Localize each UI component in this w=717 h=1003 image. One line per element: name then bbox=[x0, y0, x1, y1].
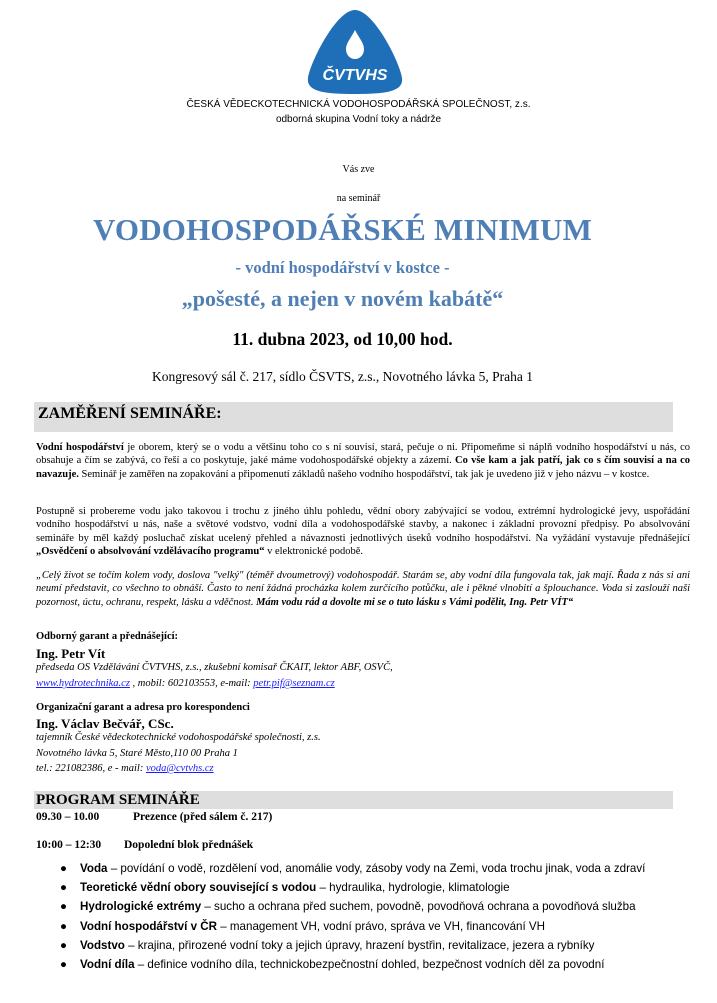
to-seminar-text: na seminář bbox=[336, 193, 381, 204]
topic-title: Vodní hospodářství v ČR bbox=[80, 919, 217, 933]
topic-title: Vodstvo bbox=[80, 938, 125, 952]
seminar-title: VODOHOSPODÁŘSKÉ MINIMUM bbox=[92, 212, 593, 247]
topic-text: – povídání o vodě, rozdělení vod, anomálie vody, zásoby vody na Zemi, voda trochu jinak, voda a zdraví bbox=[107, 862, 646, 875]
topic-text: – sucho a ochrana před suchem, povodně, povodňová ochrana a povodňová služba bbox=[201, 900, 636, 914]
focus-paragraph-1 bbox=[36, 441, 690, 481]
p1-bold-1: Vodní hospodářství bbox=[36, 442, 124, 453]
program-heading: PROGRAM SEMINÁŘE bbox=[36, 792, 200, 808]
topic-title: Voda bbox=[80, 862, 108, 875]
topic-text: – management VH, vodní právo, správa ve VH, financování VH bbox=[217, 919, 546, 933]
p2-text-2: v elektronické podobě. bbox=[264, 545, 364, 557]
program-row bbox=[36, 811, 272, 823]
topic-text: – krajina, přirozené vodní toky a jejich úpravy, hrazení bystřin, revitalizace, jezera a rybníky bbox=[124, 938, 595, 952]
seminar-venue: Kongresový sál č. 217, sídlo ČSVTS, z.s., Novotného lávka 5, Praha 1 bbox=[152, 369, 533, 384]
bullet-icon: ● bbox=[60, 919, 68, 933]
topic-text: – hydraulika, hydrologie, klimatologie bbox=[316, 881, 510, 895]
invites-text: Vás zve bbox=[342, 164, 375, 175]
organizer-address: Novotného lávka 5, Staré Město,110 00 Praha 1 bbox=[36, 748, 238, 759]
lecturer-quote bbox=[36, 569, 690, 609]
seminar-date: 11. dubna 2023, od 10,00 hod. bbox=[232, 329, 453, 349]
bullet-icon: ● bbox=[60, 938, 68, 952]
guarantor-contact bbox=[36, 678, 335, 689]
org-group: odborná skupina Vodní toky a nádrže bbox=[275, 114, 442, 125]
guarantor-label: Odborný garant a přednášející: bbox=[36, 631, 179, 642]
list-item bbox=[60, 859, 710, 878]
p2-text-1: Postupně si probereme vodu jako takovou i trochu z jiného úhlu pohledu, vědní obory zabývající se vodou, extrémní hydrologické jevy, uspořádání vodního hospodářství u nás, naše a světové vodstvo, vodní díla a vodohospodářské stavby, a nakonec i základní provozní předpisy. Po absolvování semináře by měl každý posluchač získat ucelený přehled a návaznosti jednotlivých úseků vodního hospodářství. Na vyžádání vystavuje přednášející bbox=[36, 506, 690, 544]
p1-text-1: je oborem, který se o vodu a většinu toho co s ní souvisí, stará, pečuje o ni. Připomeňme si náplň vodního hospodářství u nás, co obsahuje a čím se zabývá, co řeší a co poskytuje, jaké máme vodohospodářské objekty a zázemí. bbox=[36, 442, 690, 467]
program-topics bbox=[60, 859, 710, 974]
organizer-label: Organizační garant a adresa pro korespondenci bbox=[36, 702, 250, 713]
p2-bold-1: „Osvědčení o absolvování vzdělávacího programu“ bbox=[36, 545, 265, 557]
organizer-name: Ing. Václav Bečvář, CSc. bbox=[36, 716, 174, 731]
list-item bbox=[60, 955, 710, 974]
bullet-icon: ● bbox=[60, 957, 68, 971]
org-name: ČESKÁ VĚDECKOTECHNICKÁ VODOHOSPODÁŘSKÁ SPOLEČNOST, z.s. bbox=[186, 99, 531, 110]
list-item bbox=[60, 878, 710, 897]
organizer-role: tajemník České vědeckotechnické vodohospodářské společnosti, z.s. bbox=[36, 732, 321, 743]
topic-title: Hydrologické extrémy bbox=[80, 900, 202, 914]
program-heading-bar bbox=[34, 791, 673, 809]
seminar-motto: „pošesté, a nejen v novém kabátě“ bbox=[181, 286, 504, 311]
organizer-email-link[interactable]: voda@cvtvhs.cz bbox=[145, 763, 214, 774]
program-desc: Prezence (před sálem č. 217) bbox=[133, 811, 273, 823]
cvtvhs-logo bbox=[304, 8, 406, 96]
bullet-icon: ● bbox=[60, 862, 68, 875]
quote-bold: Mám vodu rád a dovolte mi se o tuto lásku s Vámi podělit, Ing. Petr VÍT“ bbox=[256, 596, 574, 608]
focus-heading: ZAMĚŘENÍ SEMINÁŘE: bbox=[38, 405, 222, 422]
quote-text: „Celý život se točím kolem vody, doslova "velký" (téměř dvoumetrový) vodohospodář. Starám se, aby vodní díla fungovala tak, jak mají. Řada z nás si ani neumí představit, co všechno to obnáší. Často to není žádná procházka kolem zurčícího potůčku, ale i pěkné vlnobití a šplouchance. Voda si zaslouží naši pozornost, úctu, ochranu, respekt, lásku a vděčnost. bbox=[36, 570, 690, 608]
organizer-phone: tel.: 221082386, e - mail: bbox=[36, 763, 146, 774]
focus-heading-bar bbox=[34, 402, 673, 432]
guarantor-name: Ing. Petr Vít bbox=[36, 646, 106, 661]
p1-text-2: Seminář je zaměřen na zopakování a připomenutí základů našeho vodního hospodářství, tak jak je uvedeno již v jeho názvu – v kostce. bbox=[78, 468, 650, 480]
focus-paragraph-2 bbox=[36, 505, 690, 558]
topic-title: Vodní díla bbox=[80, 957, 135, 971]
list-item bbox=[60, 936, 710, 955]
list-item bbox=[60, 897, 710, 916]
seminar-subtitle: - vodní hospodářství v kostce - bbox=[235, 258, 450, 277]
bullet-icon: ● bbox=[60, 900, 68, 914]
guarantor-mobile: , mobil: 602103553, e-mail: bbox=[129, 678, 254, 689]
program-desc: Dopolední blok přednášek bbox=[124, 839, 254, 851]
organizer-contact bbox=[36, 763, 214, 774]
logo-text: ČVTVHS bbox=[322, 67, 388, 84]
program-time: 10:00 – 12:30 bbox=[36, 839, 102, 851]
topic-text: – definice vodního díla, technickobezpečnostní dohled, bezpečnost vodních děl za povodní bbox=[134, 957, 605, 971]
program-time: 09.30 – 10.00 bbox=[36, 811, 100, 823]
bullet-icon: ● bbox=[60, 881, 68, 895]
guarantor-role: předseda OS Vzdělávání ČVTVHS, z.s., zkušební komisař ČKAIT, lektor ABF, OSVČ, bbox=[36, 662, 393, 673]
guarantor-web-link[interactable]: www.hydrotechnika.cz bbox=[36, 678, 130, 689]
list-item bbox=[60, 917, 710, 936]
guarantor-email-link[interactable]: petr.pif@seznam.cz bbox=[253, 678, 335, 689]
program-row bbox=[36, 839, 253, 851]
topic-title: Teoretické vědní obory související s vodou bbox=[80, 881, 317, 895]
p1-bold-2: Co vše kam a jak patří, jak co s čím souvisí a na co navazuje. bbox=[36, 455, 691, 480]
